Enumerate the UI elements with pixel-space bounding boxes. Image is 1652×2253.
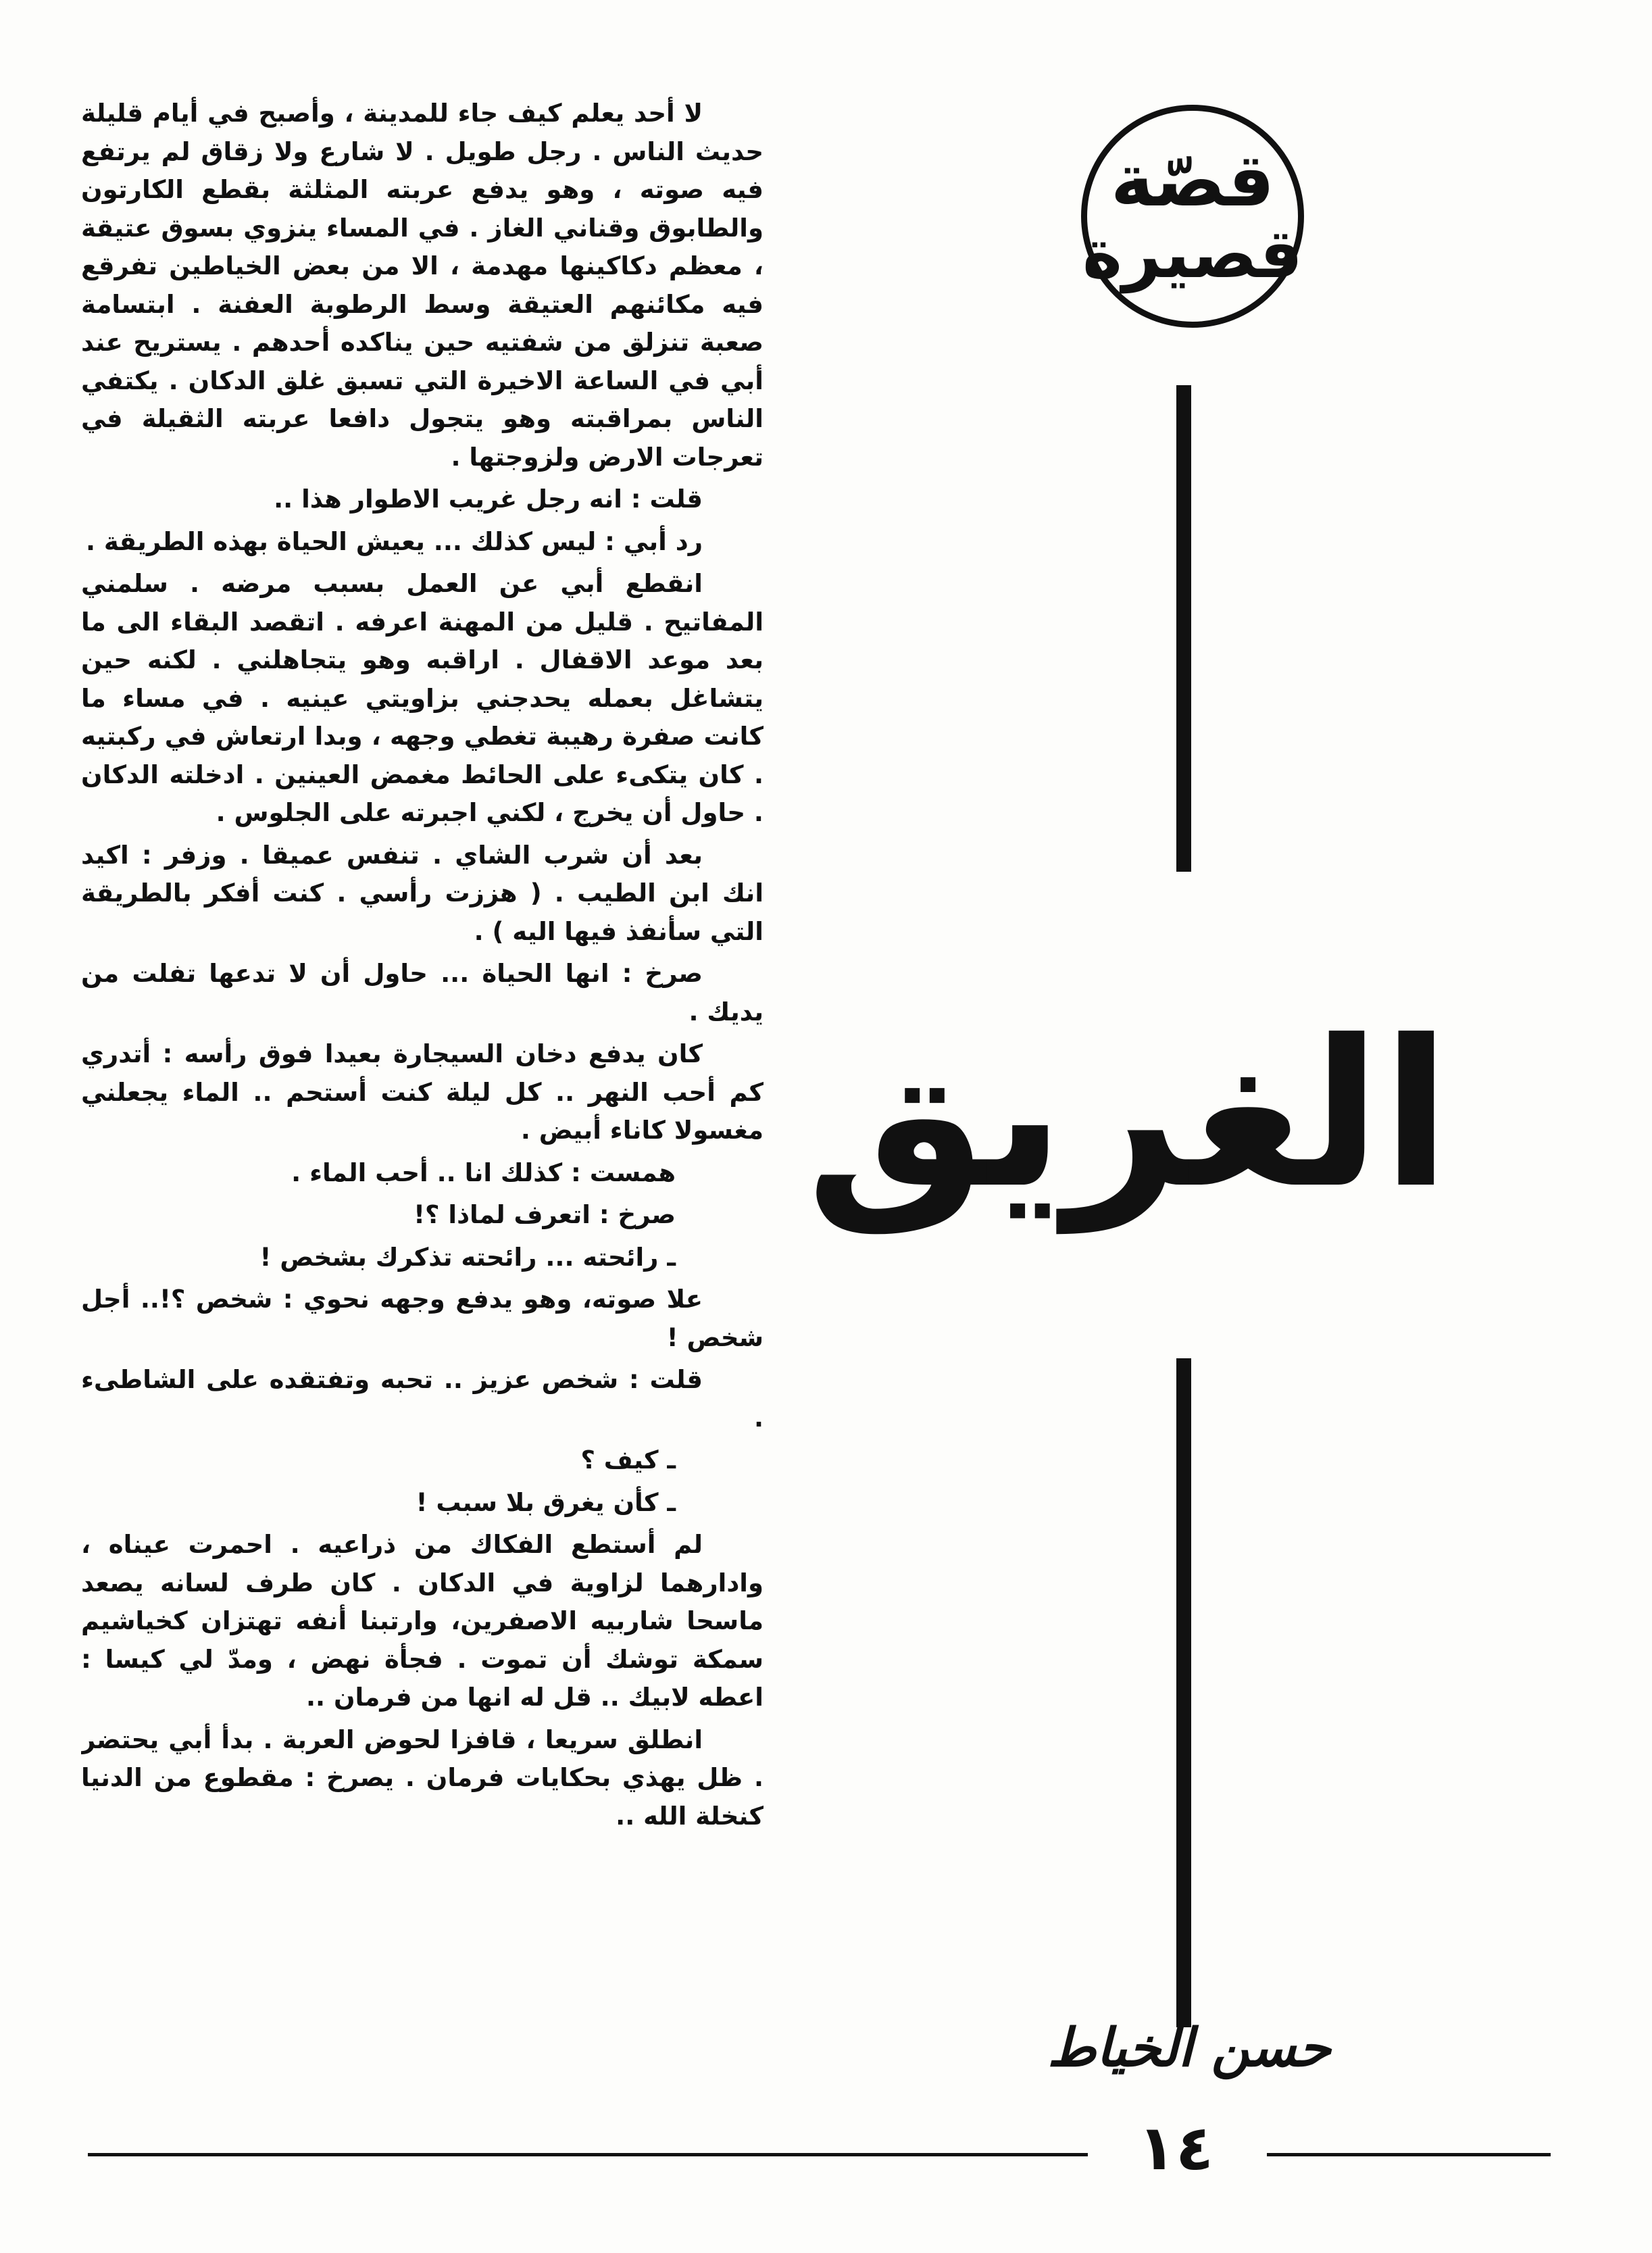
footer-rule-right	[1267, 2153, 1551, 2156]
paragraph: بعد أن شرب الشاي . تنفس عميقا . وزفر : اكيد انك ابن الطيب . ( هززت رأسي . كنت أفكر بالطريقة التي سأنفذ فيها اليه ) .	[81, 840, 764, 946]
footer-rule-left	[88, 2153, 1088, 2156]
paragraph: قلت : شخص عزيز .. تحبه وتفتقده على الشاطىء .	[81, 1365, 764, 1433]
author-signature: حسن الخياط	[1047, 2016, 1331, 2079]
badge-line-2: قصيرة	[1082, 214, 1303, 293]
paragraph: علا صوته، وهو يدفع وجهه نحوي : شخص ؟!.. أجل شخص !	[81, 1285, 764, 1352]
paragraph: قلت : انه رجل غريب الاطوار هذا ..	[274, 485, 703, 514]
paragraph: لا أحد يعلم كيف جاء للمدينة ، وأصبح في أيام قليلة حديث الناس . رجل طويل . لا شارع ولا زقاق لم يرتفع فيه صوته ، وهو يدفع عربته المثلثة بقطع الكارتون والطابوق وقناني الغاز . في المساء ينزوي بسوق عتيقة ، معظم دكاكينها مهدمة ، الا من بعض الخياطين تفرقع فيه مكائنهم العتيقة وسط الرطوبة العفنة . ابتسامة صعبة تنزلق من شفتيه حين يناكده أحدهم . يستريح عند أبي في الساعة الاخيرة التي تسبق غلق الدكان . يكتفي الناس بمراقبته وهو يتجول دافعا عربته الثقيلة في تعرجات الارض ولزوجتها .	[81, 99, 764, 472]
paragraph: صرخ : انها الحياة ... حاول أن لا تدعها تفلت من يديك .	[81, 959, 764, 1026]
badge-line-1: قصّة	[1110, 139, 1275, 223]
vertical-rule-top	[1176, 385, 1191, 872]
paragraph: كان يدفع دخان السيجارة بعيدا فوق رأسه : أتدري كم أحب النهر .. كل ليلة كنت أستحم .. الماء يجعلني مغسولا كاناء أبيض .	[81, 1039, 764, 1145]
paragraph: ـ رائحته ... رائحته تذكرك بشخص !	[259, 1242, 676, 1272]
paragraph: ـ كأن يغرق بلا سبب !	[416, 1487, 676, 1517]
paragraph: صرخ : اتعرف لماذا ؟!	[414, 1200, 676, 1229]
paragraph: انقطع أبي عن العمل بسبب مرضه . سلمني المفاتيح . قليل من المهنة اعرفه . اتقصد البقاء الى ما بعد موعد الاقفال . اراقبه وهو يتجاهلني . لكنه حين يتشاغل بعمله يحدجني بزاويتي عينيه . في مساء ما كانت صفرة رهيبة تغطي وجهه ، وبدا ارتعاش في ركبتيه . كان يتكىء على الحائط مغمض العينين . ادخلته الدكان . حاول أن يخرج ، لكني اجبرته على الجلوس .	[81, 569, 764, 827]
paragraph: ـ كيف ؟	[580, 1445, 676, 1475]
page-number: ١٤	[1137, 2111, 1214, 2184]
story-body	[81, 95, 764, 2129]
vertical-rule-bottom	[1176, 1358, 1191, 2027]
paragraph: رد أبي : ليس كذلك ... يعيش الحياة بهذه الطريقة .	[85, 526, 703, 556]
short-story-badge	[1081, 105, 1304, 328]
paragraph: انطلق سريعا ، قافزا لحوض العربة . بدأ أبي يحتضر . ظل يهذي بحكايات فرمان . يصرخ : مقطوع من الدنيا كنخلة الله ..	[81, 1725, 764, 1831]
story-title: الغريق	[805, 997, 1451, 1233]
paragraph: همست : كذلك انا .. أحب الماء .	[291, 1158, 676, 1187]
paragraph: لم أستطع الفكاك من ذراعيه . احمرت عيناه ، وادارهما لزاوية في الدكان . كان طرف لسانه يصعد ماسحا شاربيه الاصفرين، وارتبنا أنفه تهتزان كخياشيم سمكة توشك أن تموت . فجأة نهض ، ومدّ لي كيسا : اعطه لابيك .. قل له انها من فرمان ..	[81, 1530, 764, 1712]
